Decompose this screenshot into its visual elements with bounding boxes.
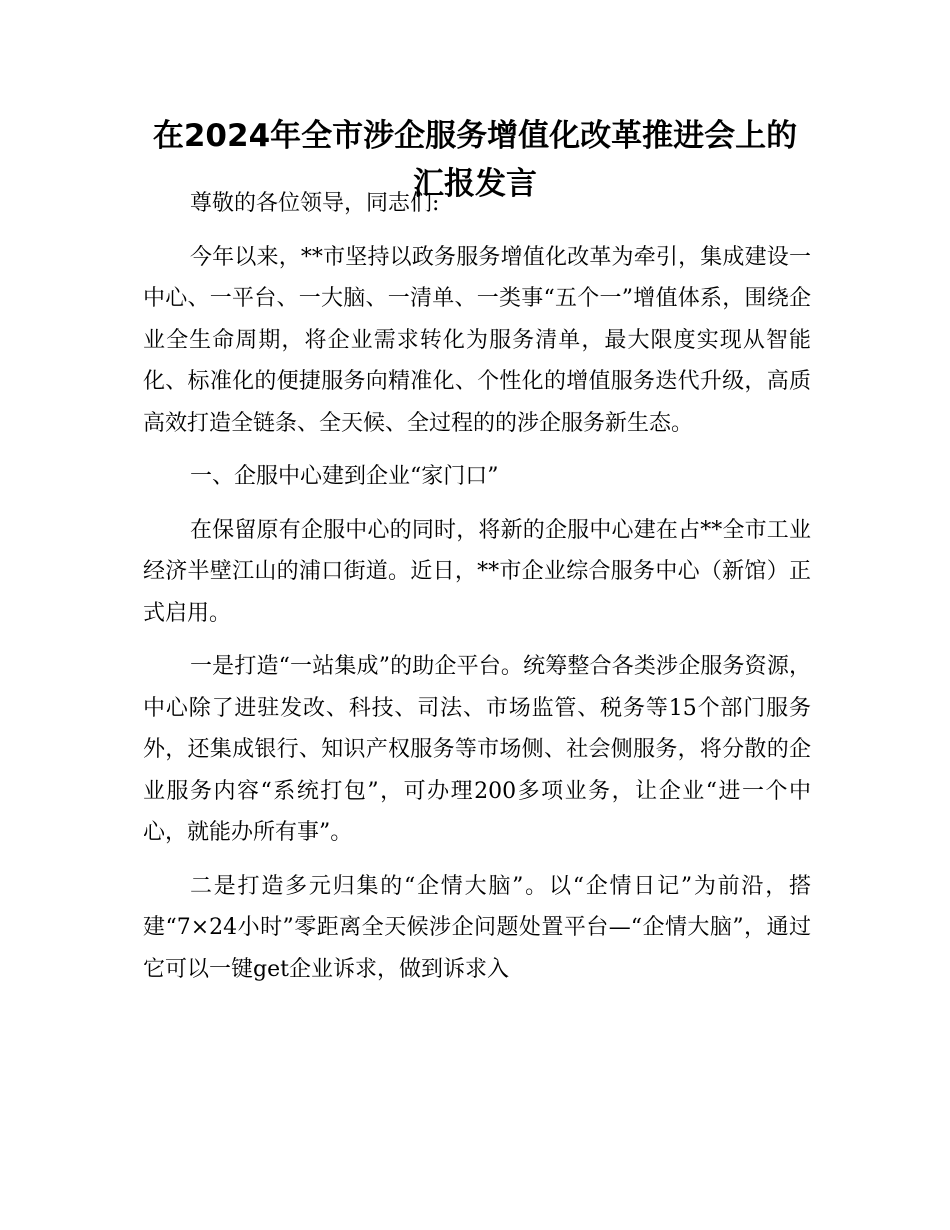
title-line-2: 汇报发言 — [413, 166, 537, 202]
document-body — [143, 183, 811, 1002]
body-paragraph: 在保留原有企服中心的同时，将新的企服中心建在占**全市工业经济半壁江山的浦口街道。近日，**市企业综合服务中心（新馆）正式启用。 — [143, 517, 811, 626]
section-heading-1: 一、企服中心建到企业“家门口” — [190, 464, 499, 489]
salutation: 尊敬的各位领导，同志们: — [190, 191, 440, 216]
body-paragraph: 二是打造多元归集的“企情大脑”。以“企情日记”为前沿，搭建“7×24小时”零距离全天候涉企问题处置平台—“企情大脑”，通过它可以一键get企业诉求，做到诉求入 — [143, 873, 811, 982]
title-line-1: 在2024年全市涉企服务增值化改革推进会上的 — [152, 118, 798, 154]
body-paragraph: 一是打造“一站集成”的助企平台。统筹整合各类涉企服务资源，中心除了进驻发改、科技、司法、市场监管、税务等15个部门服务外，还集成银行、知识产权服务等市场侧、社会侧服务，将分散的企业服务内容“系统打包”，可办理200多项业务，让企业“进一个中心，就能办所有事”。 — [143, 654, 811, 845]
intro-paragraph: 今年以来，**市坚持以政务服务增值化改革为牵引，集成建设一中心、一平台、一大脑、一清单、一类事“五个一”增值体系，围绕企业全生命周期，将企业需求转化为服务清单，最大限度实现从智能化、标准化的便捷服务向精准化、个性化的增值服务迭代升级，高质高效打造全链条、全天候、全过程的的涉企服务新生态。 — [143, 244, 811, 436]
